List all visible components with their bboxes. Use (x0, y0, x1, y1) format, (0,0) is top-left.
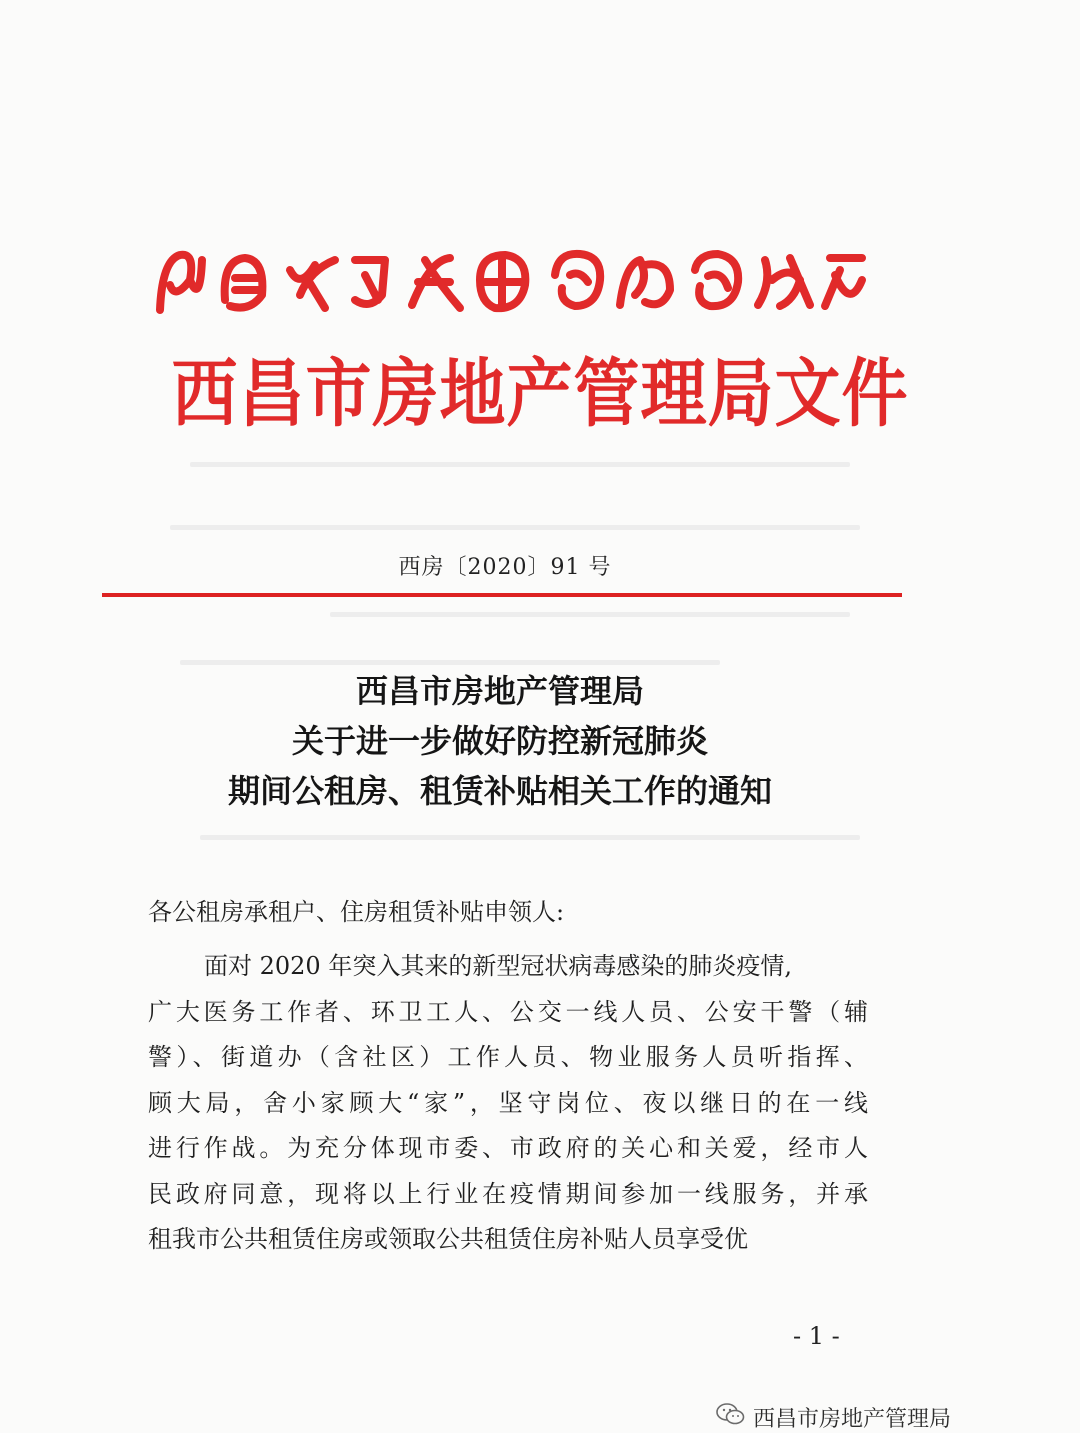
notice-title-line: 关于进一步做好防控新冠肺炎 (291, 722, 708, 760)
bleed-through-mark (180, 660, 720, 665)
notice-title-line: 西昌市房地产管理局 (355, 672, 644, 710)
body-line: 面对 2020 年突入其来的新型冠状病毒感染的肺炎疫情, (204, 952, 792, 980)
body-line: 民政府同意，现将以上行业在疫情期间参加一线服务，并承 (148, 1179, 868, 1208)
wechat-icon (715, 1401, 745, 1433)
body-line: 警）、街道办（含社区）工作人员、物业服务人员听指挥、 (148, 1043, 868, 1071)
body-paragraph (148, 944, 868, 1263)
body-line: 租我市公共租赁住房或领取公共租赁住房补贴人员享受优 (148, 1225, 748, 1253)
notice-title-line: 期间公租房、租赁补贴相关工作的通知 (227, 772, 772, 810)
masthead-title: 西昌市房地产管理局文件 (171, 349, 909, 437)
salutation: 各公租房承租户、住房租赁补贴申领人: (148, 898, 565, 926)
body-line: 进行作战。为充分体现市委、市政府的关心和关爱，经市人 (148, 1134, 868, 1162)
document-number: 西房〔2020〕91 号 (398, 555, 612, 580)
body-line: 广大医务工作者、环卫工人、公交一线人员、公安干警（辅 (148, 997, 868, 1026)
page-number: - 1 - (793, 1322, 840, 1350)
yi-script-header (150, 240, 870, 320)
bleed-through-mark (190, 462, 850, 467)
body-line: 顾大局，舍小家顾大“家”，坚守岗位、夜以继日的在一线 (148, 1088, 868, 1117)
bleed-through-mark (200, 835, 860, 840)
bleed-through-mark (330, 612, 850, 617)
red-divider-rule (102, 593, 902, 597)
notice-title (0, 666, 1000, 816)
wechat-account-watermark (715, 1402, 951, 1432)
watermark-account-name: 西昌市房地产管理局 (753, 1406, 952, 1432)
bleed-through-mark (170, 525, 860, 530)
